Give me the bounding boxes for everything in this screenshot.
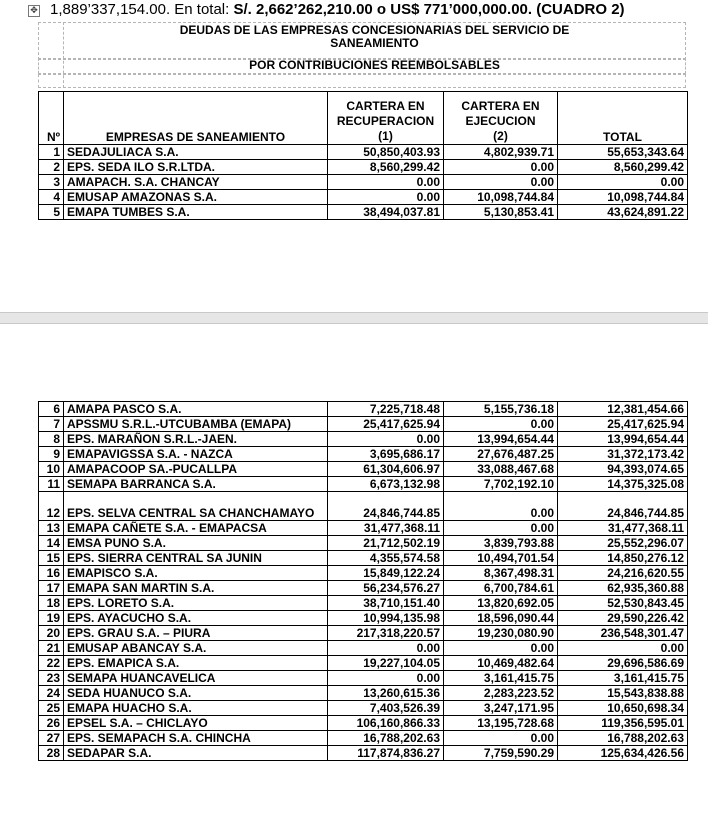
table-row [39,432,688,447]
row-number: 8 [39,432,64,447]
row-number: 25 [39,701,64,716]
row-total: 3,161,415.75 [558,671,688,686]
row-ejecucion: 13,195,728.68 [444,716,558,731]
row-number: 7 [39,417,64,432]
row-recuperacion: 0.00 [328,432,444,447]
row-company-name: EPSEL S.A. – CHICLAYO [64,716,328,731]
row-ejecucion: 10,469,482.64 [444,656,558,671]
row-number: 15 [39,551,64,566]
row-recuperacion: 217,318,220.57 [328,626,444,641]
row-recuperacion: 56,234,576.27 [328,581,444,596]
row-recuperacion: 10,994,135.98 [328,611,444,626]
row-number: 19 [39,611,64,626]
row-recuperacion: 38,710,151.40 [328,596,444,611]
row-company-name: EMAPISCO S.A. [64,566,328,581]
table-row [39,611,688,626]
page-break-gap [0,312,708,324]
table-header-row [39,92,688,145]
row-company-name: SEMAPA BARRANCA S.A. [64,477,328,492]
intro-text [50,1,625,18]
row-company-name: EMSA PUNO S.A. [64,536,328,551]
row-company-name: SEMAPA HUANCAVELICA [64,671,328,686]
row-number: 28 [39,746,64,761]
row-recuperacion: 0.00 [328,671,444,686]
row-total: 14,850,276.12 [558,551,688,566]
row-recuperacion: 4,355,574.58 [328,551,444,566]
row-company-name: EMAPA TUMBES S.A. [64,205,328,220]
row-total: 10,098,744.84 [558,190,688,205]
row-ejecucion: 0.00 [444,417,558,432]
table-row [39,686,688,701]
table-row [39,205,688,220]
row-ejecucion: 6,700,784.61 [444,581,558,596]
row-number: 26 [39,716,64,731]
row-company-name: EPS. SIERRA CENTRAL SA JUNIN [64,551,328,566]
row-company-name: EMAPA CAÑETE S.A. - EMAPACSA [64,521,328,536]
row-company-name: EPS. SEDA ILO S.R.LTDA. [64,160,328,175]
row-total: 10,650,698.34 [558,701,688,716]
table-row [39,551,688,566]
table-row [39,731,688,746]
row-recuperacion: 24,846,744.85 [328,492,444,521]
row-recuperacion: 0.00 [328,641,444,656]
row-recuperacion: 8,560,299.42 [328,160,444,175]
row-number: 22 [39,656,64,671]
row-ejecucion: 33,088,467.68 [444,462,558,477]
row-total: 0.00 [558,641,688,656]
row-company-name: EPS. SEMAPACH S.A. CHINCHA [64,731,328,746]
intro-total: S/. 2,662’262,210.00 o US$ 771’000,000.00. (CUADRO 2) [233,1,625,18]
table-row [39,447,688,462]
row-ejecucion: 7,702,192.10 [444,477,558,492]
row-ejecucion: 2,283,223.52 [444,686,558,701]
row-company-name: SEDAPAR S.A. [64,746,328,761]
table-subtitle: POR CONTRIBUCIONES REEMBOLSABLES [249,58,500,72]
row-ejecucion: 4,802,939.71 [444,145,558,160]
row-number: 14 [39,536,64,551]
document-page-1 [0,0,708,312]
table-row [39,190,688,205]
table-body-part1 [39,145,688,220]
header-total: TOTAL [558,92,688,145]
table-title-line1: DEUDAS DE LAS EMPRESAS CONCESIONARIAS DEL SERVICIO DE [179,23,570,37]
row-total: 29,590,226.42 [558,611,688,626]
table-row [39,671,688,686]
row-recuperacion: 38,494,037.81 [328,205,444,220]
row-company-name: APSSMU S.R.L.-UTCUBAMBA (EMAPA) [64,417,328,432]
row-total: 94,393,074.65 [558,462,688,477]
row-total: 31,477,368.11 [558,521,688,536]
table-row [39,626,688,641]
row-total: 0.00 [558,175,688,190]
table-row [39,566,688,581]
row-total: 62,935,360.88 [558,581,688,596]
row-company-name: SEDAJULIACA S.A. [64,145,328,160]
header-num: Nº [39,92,64,145]
row-company-name: EMUSAP ABANCAY S.A. [64,641,328,656]
row-ejecucion: 13,820,692.05 [444,596,558,611]
row-total: 236,548,301.47 [558,626,688,641]
row-number: 16 [39,566,64,581]
row-total: 119,356,595.01 [558,716,688,731]
row-number: 23 [39,671,64,686]
table-row [39,596,688,611]
row-total: 52,530,843.45 [558,596,688,611]
row-recuperacion: 50,850,403.93 [328,145,444,160]
row-number: 2 [39,160,64,175]
row-recuperacion: 3,695,686.17 [328,447,444,462]
row-company-name: SEDA HUANUCO S.A. [64,686,328,701]
row-company-name: EMUSAP AMAZONAS S.A. [64,190,328,205]
row-ejecucion: 0.00 [444,175,558,190]
table-row [39,656,688,671]
debts-table-part2 [38,401,688,761]
document-page-2 [0,324,708,820]
row-total: 16,788,202.63 [558,731,688,746]
row-ejecucion: 0.00 [444,731,558,746]
row-recuperacion: 13,260,615.36 [328,686,444,701]
table-row [39,716,688,731]
row-recuperacion: 7,403,526.39 [328,701,444,716]
row-ejecucion: 5,130,853.41 [444,205,558,220]
row-number: 4 [39,190,64,205]
row-ejecucion: 3,247,171.95 [444,701,558,716]
table-row [39,462,688,477]
row-recuperacion: 117,874,836.27 [328,746,444,761]
row-number: 11 [39,477,64,492]
row-ejecucion: 7,759,590.29 [444,746,558,761]
table-row [39,536,688,551]
row-ejecucion: 3,839,793.88 [444,536,558,551]
row-number: 9 [39,447,64,462]
row-total: 29,696,586.69 [558,656,688,671]
table-row [39,641,688,656]
row-number: 1 [39,145,64,160]
row-company-name: EPS. LORETO S.A. [64,596,328,611]
row-total: 14,375,325.08 [558,477,688,492]
table-move-handle-icon[interactable]: ✥ [28,5,40,17]
row-number: 18 [39,596,64,611]
row-total: 24,216,620.55 [558,566,688,581]
row-ejecucion: 10,098,744.84 [444,190,558,205]
row-recuperacion: 106,160,866.33 [328,716,444,731]
row-recuperacion: 16,788,202.63 [328,731,444,746]
row-ejecucion: 13,994,654.44 [444,432,558,447]
row-number: 24 [39,686,64,701]
table-row [39,175,688,190]
row-recuperacion: 25,417,625.94 [328,417,444,432]
row-company-name: EPS. AYACUCHO S.A. [64,611,328,626]
header-company: EMPRESAS DE SANEAMIENTO [64,92,328,145]
row-recuperacion: 0.00 [328,175,444,190]
table-row [39,492,688,521]
row-number: 6 [39,402,64,417]
table-row [39,701,688,716]
table-body-part2 [39,402,688,761]
row-recuperacion: 21,712,502.19 [328,536,444,551]
row-number: 5 [39,205,64,220]
table-row [39,402,688,417]
row-number: 20 [39,626,64,641]
table-row [39,477,688,492]
table-row [39,417,688,432]
row-number: 3 [39,175,64,190]
row-total: 8,560,299.42 [558,160,688,175]
table-row [39,746,688,761]
caption-spacer-box [38,74,686,88]
intro-prefix: 1,889’337,154.00. En total: [50,1,234,18]
row-company-name: EPS. MARAÑON S.R.L.-JAEN. [64,432,328,447]
row-company-name: EPS. EMAPICA S.A. [64,656,328,671]
header-recuperacion: CARTERA EN RECUPERACION (1) [328,92,444,145]
row-ejecucion: 18,596,090.44 [444,611,558,626]
row-ejecucion: 10,494,701.54 [444,551,558,566]
row-total: 43,624,891.22 [558,205,688,220]
row-recuperacion: 19,227,104.05 [328,656,444,671]
row-company-name: AMAPACH. S.A. CHANCAY [64,175,328,190]
row-total: 12,381,454.66 [558,402,688,417]
row-number: 12 [39,492,64,521]
row-total: 25,552,296.07 [558,536,688,551]
row-total: 24,846,744.85 [558,492,688,521]
row-company-name: AMAPA PASCO S.A. [64,402,328,417]
row-company-name: EPS. SELVA CENTRAL SA CHANCHAMAYO [64,492,328,521]
row-total: 31,372,173.42 [558,447,688,462]
row-total: 15,543,838.88 [558,686,688,701]
row-number: 13 [39,521,64,536]
row-number: 10 [39,462,64,477]
row-ejecucion: 27,676,487.25 [444,447,558,462]
row-company-name: EMAPAVIGSSA S.A. - NAZCA [64,447,328,462]
table-row [39,581,688,596]
row-recuperacion: 0.00 [328,190,444,205]
row-ejecucion: 5,155,736.18 [444,402,558,417]
row-ejecucion: 0.00 [444,641,558,656]
table-title [63,24,686,50]
table-row [39,145,688,160]
row-recuperacion: 6,673,132.98 [328,477,444,492]
header-ejecucion: CARTERA EN EJECUCION (2) [444,92,558,145]
row-company-name: EMAPA HUACHO S.A. [64,701,328,716]
row-number: 21 [39,641,64,656]
row-recuperacion: 61,304,606.97 [328,462,444,477]
row-number: 27 [39,731,64,746]
row-number: 17 [39,581,64,596]
row-company-name: EPS. GRAU S.A. – PIURA [64,626,328,641]
row-ejecucion: 0.00 [444,521,558,536]
row-company-name: AMAPACOOP SA.-PUCALLPA [64,462,328,477]
row-recuperacion: 31,477,368.11 [328,521,444,536]
table-title-line2: SANEAMIENTO [330,36,419,50]
row-ejecucion: 0.00 [444,160,558,175]
row-recuperacion: 15,849,122.24 [328,566,444,581]
row-ejecucion: 19,230,080.90 [444,626,558,641]
row-company-name: EMAPA SAN MARTIN S.A. [64,581,328,596]
row-ejecucion: 3,161,415.75 [444,671,558,686]
row-total: 125,634,426.56 [558,746,688,761]
row-total: 55,653,343.64 [558,145,688,160]
row-total: 25,417,625.94 [558,417,688,432]
debts-table-part1 [38,91,688,220]
row-total: 13,994,654.44 [558,432,688,447]
table-row [39,160,688,175]
row-recuperacion: 7,225,718.48 [328,402,444,417]
table-row [39,521,688,536]
row-ejecucion: 0.00 [444,492,558,521]
row-ejecucion: 8,367,498.31 [444,566,558,581]
